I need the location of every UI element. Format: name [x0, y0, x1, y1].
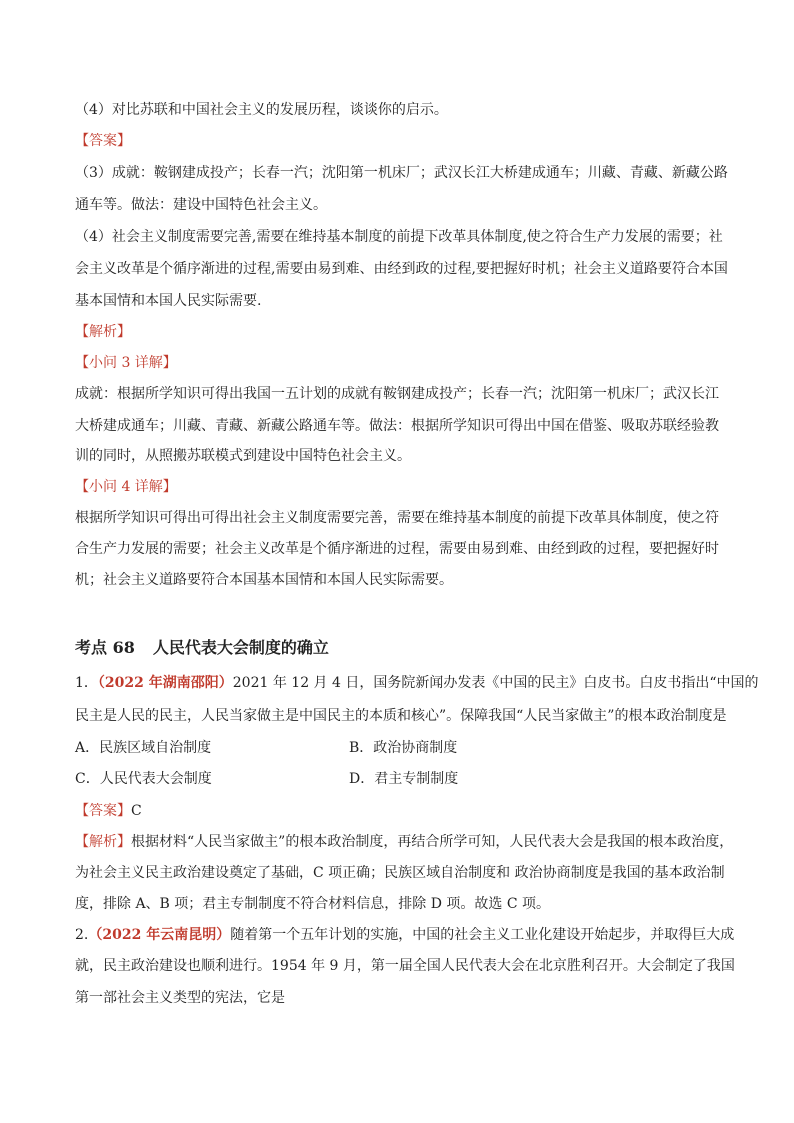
sub-question-4-line-2: 合生产力发展的需要；社会主义改革是个循序渐进的过程，需要由易到难、由经到政的过程，要把握好时 — [75, 541, 719, 557]
q4-prompt: （4）对比苏联和中国社会主义的发展历程，谈谈你的启示。 — [75, 102, 448, 118]
section-title: 人民代表大会制度的确立 — [152, 638, 329, 657]
answer-4-line-2: 会主义改革是个循序渐进的过程,需要由易到难、由经到政的过程,要把握好时机；社会主义道路要符合本国 — [75, 261, 728, 277]
question-1-analysis-line-2: 为社会主义民主政治建设奠定了基础，C 项正确；民族区域自治制度和 政治协商制度是我国的基本政治制 — [75, 865, 725, 881]
answer-tag: 【答案】 — [75, 133, 131, 149]
sub-question-4-tag: 【小问 4 详解】 — [75, 479, 177, 495]
question-1-number: 1． — [75, 675, 98, 691]
sub-question-3-line-2: 大桥建成通车；川藏、青藏、新藏公路通车等。做法：根据所学知识可得出中国在借鉴、吸取苏联经验教 — [75, 418, 719, 434]
question-1-text: 2021 年 12 月 4 日，国务院新闻办发表《中国的民主》白皮书。白皮书指出“中国的 — [232, 675, 759, 691]
question-2-number: 2. — [75, 927, 89, 943]
question-2-line-2: 就，民主政治建设也顺利进行。1954 年 9 月，第一届全国人民代表大会在北京胜利召开。大会制定了我国 — [75, 958, 735, 974]
option-b: B．政治协商制度 — [349, 740, 458, 756]
sub-question-4-line-3: 机；社会主义道路要符合本国基本国情和本国人民实际需要。 — [75, 572, 453, 588]
question-2-line-3: 第一部社会主义类型的宪法，它是 — [75, 990, 285, 1006]
question-1-answer-tag: 【答案】 — [75, 803, 131, 819]
question-1-analysis-tag: 【解析】 — [75, 834, 131, 850]
question-1-answer-value: C — [131, 803, 142, 819]
question-1-analysis-line-3: 度，排除 A、B 项；君主专制制度不符合材料信息，排除 D 项。故选 C 项。 — [75, 896, 551, 912]
question-2-source: （2022 年云南昆明） — [88, 927, 231, 943]
question-1-line-2: 民主是人民的民主，人民当家做主是中国民主的本质和核心”。保障我国“人民当家做主”的根本政治制度是 — [75, 708, 727, 724]
question-1-source: （2022 年湖南邵阳） — [97, 675, 233, 691]
sub-question-4-line-1: 根据所学知识可得出可得出社会主义制度需要完善，需要在维持基本制度的前提下改革具体制度，使之符 — [75, 510, 719, 526]
question-1-answer — [75, 801, 142, 821]
question-2-text: 随着第一个五年计划的实施，中国的社会主义工业化建设开始起步，并取得巨大成 — [230, 927, 735, 943]
option-d: D．君主专制制度 — [349, 771, 459, 787]
section-heading — [75, 635, 329, 658]
sub-question-3-line-3: 训的同时，从照搬苏联模式到建设中国特色社会主义。 — [75, 448, 411, 464]
sub-question-3-tag: 【小问 3 详解】 — [75, 355, 177, 371]
question-2-line-1 — [75, 925, 734, 945]
sub-question-3-line-1: 成就：根据所学知识可得出我国一五计划的成就有鞍钢建成投产；长春一汽；沈阳第一机床厂；武汉长江 — [75, 386, 719, 402]
question-1-analysis-text: 根据材料“人民当家做主”的根本政治制度，再结合所学可知，人民代表大会是我国的根本政治度， — [131, 834, 734, 850]
answer-4-line-3: 基本国情和本国人民实际需要. — [75, 293, 262, 309]
analysis-tag: 【解析】 — [75, 324, 131, 340]
question-1-analysis-line-1 — [75, 832, 733, 852]
answer-3-line-1: （3）成就：鞍钢建成投产；长春一汽；沈阳第一机床厂；武汉长江大桥建成通车；川藏、青藏、新藏公路 — [75, 165, 728, 181]
option-a: A．民族区域自治制度 — [75, 740, 212, 756]
question-1-line-1 — [75, 673, 759, 693]
section-number: 考点 68 — [75, 638, 135, 657]
answer-3-line-2: 通车等。做法：建设中国特色社会主义。 — [75, 197, 327, 213]
option-c: C．人民代表大会制度 — [75, 771, 212, 787]
answer-4-line-1: （4）社会主义制度需要完善,需要在维持基本制度的前提下改革具体制度,使之符合生产力发展的需要；社 — [75, 229, 723, 245]
